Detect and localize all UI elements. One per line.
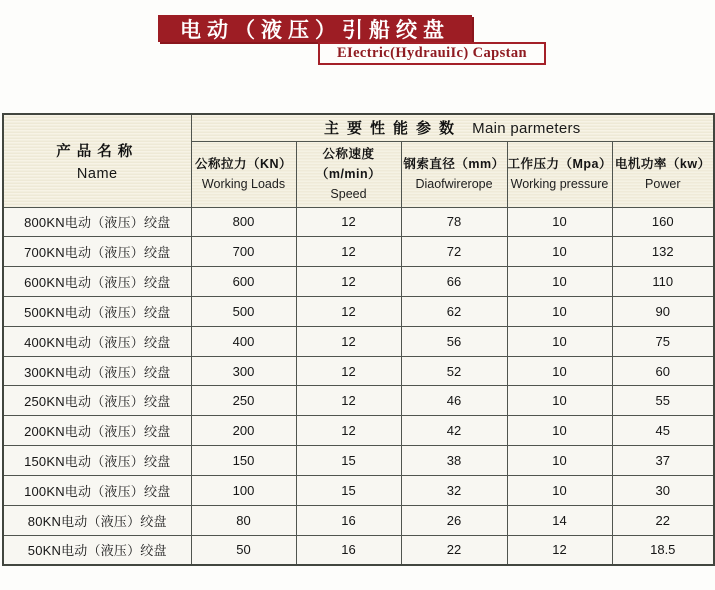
page-subtitle-box — [318, 42, 546, 65]
value-cell: 400 — [191, 326, 296, 356]
value-cell: 15 — [296, 475, 401, 505]
group-header-row — [3, 114, 714, 141]
value-cell: 12 — [296, 267, 401, 297]
value-cell: 150 — [191, 446, 296, 476]
value-cell: 42 — [401, 416, 507, 446]
value-cell: 800 — [191, 207, 296, 237]
value-cell: 12 — [296, 297, 401, 327]
product-name-cell: 200KN电动（液压）绞盘 — [3, 416, 191, 446]
table-row — [3, 505, 714, 535]
table-row — [3, 535, 714, 565]
product-name-cell: 150KN电动（液压）绞盘 — [3, 446, 191, 476]
column-header-speed: 公称速度（m/min） Speed — [296, 141, 401, 207]
product-name-cell: 400KN电动（液压）绞盘 — [3, 326, 191, 356]
value-cell: 62 — [401, 297, 507, 327]
value-cell: 10 — [507, 446, 612, 476]
value-cell: 160 — [612, 207, 714, 237]
value-cell: 45 — [612, 416, 714, 446]
value-cell: 132 — [612, 237, 714, 267]
product-name-cell: 80KN电动（液压）绞盘 — [3, 505, 191, 535]
value-cell: 10 — [507, 297, 612, 327]
value-cell: 10 — [507, 356, 612, 386]
value-cell: 30 — [612, 475, 714, 505]
product-name-cell: 800KN电动（液压）绞盘 — [3, 207, 191, 237]
value-cell: 38 — [401, 446, 507, 476]
value-cell: 10 — [507, 326, 612, 356]
main-parameters-header-cn: 主要性能参数 — [323, 120, 462, 138]
value-cell: 110 — [612, 267, 714, 297]
value-cell: 14 — [507, 505, 612, 535]
product-name-header-cn: 产品名称 — [56, 143, 139, 160]
value-cell: 600 — [191, 267, 296, 297]
table-row — [3, 297, 714, 327]
product-name-header-cell — [3, 114, 191, 207]
value-cell: 250 — [191, 386, 296, 416]
table-row — [3, 416, 714, 446]
value-cell: 78 — [401, 207, 507, 237]
page-title-banner — [158, 15, 472, 42]
value-cell: 22 — [401, 535, 507, 565]
value-cell: 12 — [296, 416, 401, 446]
value-cell: 10 — [507, 237, 612, 267]
product-name-cell: 700KN电动（液压）绞盘 — [3, 237, 191, 267]
value-cell: 200 — [191, 416, 296, 446]
value-cell: 500 — [191, 297, 296, 327]
column-header-working-loads: 公称拉力（KN） Working Loads — [191, 141, 296, 207]
value-cell: 72 — [401, 237, 507, 267]
value-cell: 80 — [191, 505, 296, 535]
column-header-working-pressure: 工作压力（Mpa） Working pressure — [507, 141, 612, 207]
value-cell: 12 — [296, 386, 401, 416]
value-cell: 15 — [296, 446, 401, 476]
value-cell: 12 — [296, 356, 401, 386]
product-name-cell: 250KN电动（液压）绞盘 — [3, 386, 191, 416]
value-cell: 50 — [191, 535, 296, 565]
value-cell: 56 — [401, 326, 507, 356]
spec-table — [2, 113, 715, 566]
main-parameters-header-en: Main parmeters — [472, 120, 581, 138]
table-row — [3, 475, 714, 505]
value-cell: 55 — [612, 386, 714, 416]
value-cell: 46 — [401, 386, 507, 416]
value-cell: 22 — [612, 505, 714, 535]
table-row — [3, 237, 714, 267]
value-cell: 12 — [296, 326, 401, 356]
table-row — [3, 267, 714, 297]
value-cell: 12 — [296, 207, 401, 237]
table-row — [3, 207, 714, 237]
value-cell: 300 — [191, 356, 296, 386]
table-row — [3, 446, 714, 476]
value-cell: 75 — [612, 326, 714, 356]
value-cell: 60 — [612, 356, 714, 386]
value-cell: 700 — [191, 237, 296, 267]
table-row — [3, 356, 714, 386]
value-cell: 16 — [296, 535, 401, 565]
value-cell: 37 — [612, 446, 714, 476]
column-header-wire-rope-dia: 钢索直径（mm） Diaofwirerope — [401, 141, 507, 207]
product-name-cell: 50KN电动（液压）绞盘 — [3, 535, 191, 565]
table-row — [3, 326, 714, 356]
value-cell: 18.5 — [612, 535, 714, 565]
product-name-header-en: Name — [76, 165, 118, 182]
value-cell: 32 — [401, 475, 507, 505]
value-cell: 26 — [401, 505, 507, 535]
value-cell: 90 — [612, 297, 714, 327]
table-row — [3, 386, 714, 416]
page-title: 电动（液压）引船绞盘 — [180, 18, 450, 42]
product-name-cell: 100KN电动（液压）绞盘 — [3, 475, 191, 505]
value-cell: 100 — [191, 475, 296, 505]
product-name-cell: 300KN电动（液压）绞盘 — [3, 356, 191, 386]
value-cell: 10 — [507, 475, 612, 505]
column-header-power: 电机功率（kw） Power — [612, 141, 714, 207]
value-cell: 10 — [507, 416, 612, 446]
value-cell: 10 — [507, 386, 612, 416]
value-cell: 10 — [507, 267, 612, 297]
value-cell: 52 — [401, 356, 507, 386]
value-cell: 12 — [507, 535, 612, 565]
page-subtitle: EIectric(HydrauiIc) Capstan — [336, 45, 528, 61]
main-parameters-header-cell — [191, 114, 714, 141]
value-cell: 66 — [401, 267, 507, 297]
product-name-cell: 600KN电动（液压）绞盘 — [3, 267, 191, 297]
value-cell: 16 — [296, 505, 401, 535]
product-name-cell: 500KN电动（液压）绞盘 — [3, 297, 191, 327]
value-cell: 12 — [296, 237, 401, 267]
value-cell: 10 — [507, 207, 612, 237]
